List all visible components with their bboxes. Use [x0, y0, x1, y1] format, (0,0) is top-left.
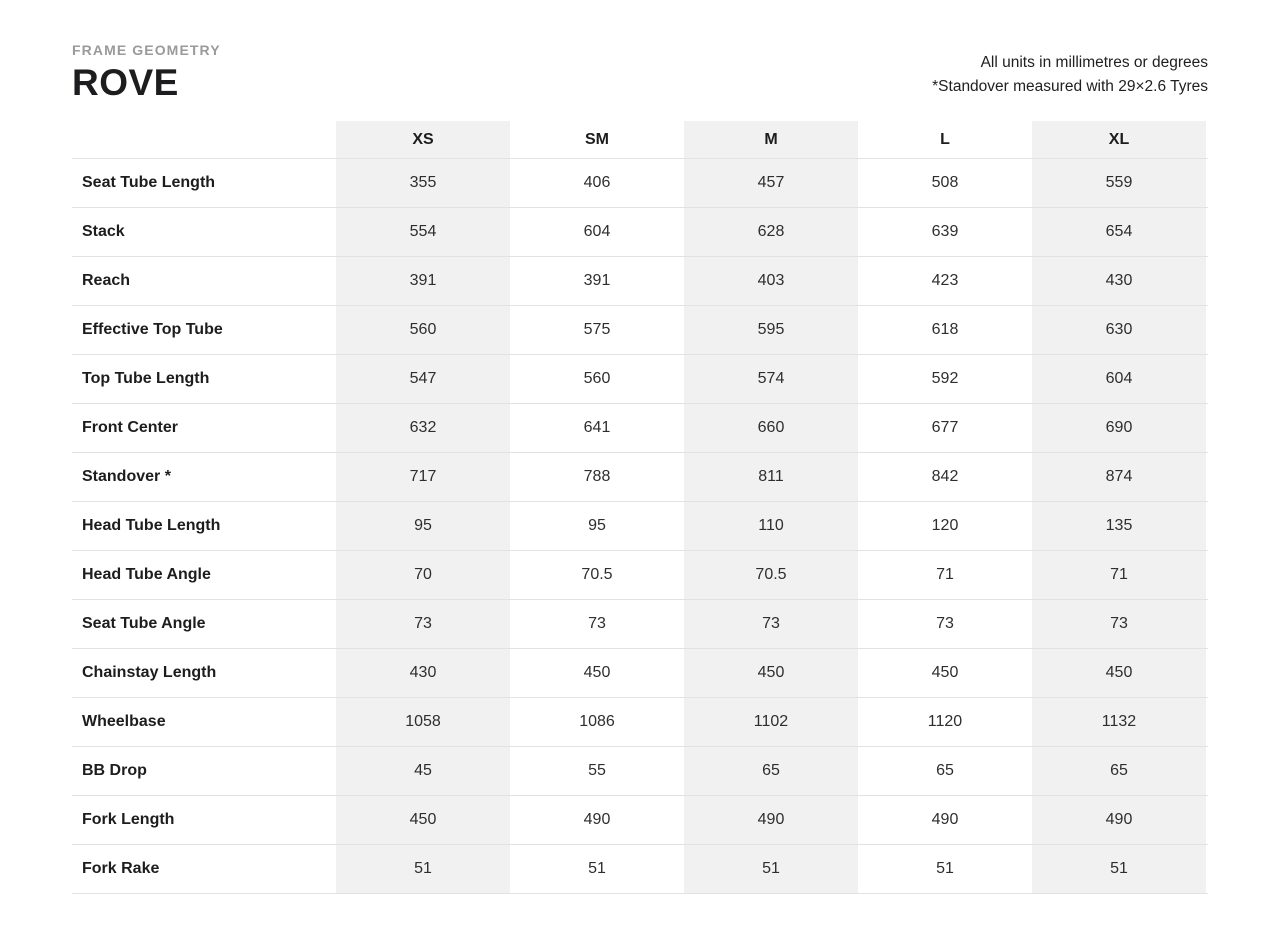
table-header-row [72, 121, 1208, 159]
value-cell: 65 [684, 747, 858, 795]
title-block [72, 42, 221, 103]
value-cell: 490 [1032, 796, 1206, 844]
value-cell: 595 [684, 306, 858, 354]
value-cell: 1102 [684, 698, 858, 746]
row-label: Front Center [82, 419, 178, 436]
value-cell: 450 [583, 664, 611, 681]
value-cell: 874 [1032, 453, 1206, 501]
value-cell: 71 [936, 566, 954, 583]
geometry-table [72, 121, 1208, 894]
row-label: Seat Tube Length [82, 174, 216, 191]
value-cell: 604 [583, 223, 611, 240]
table-row [72, 796, 1208, 845]
value-cell: 639 [931, 223, 959, 240]
value-cell: 811 [684, 453, 858, 501]
table-row [72, 502, 1208, 551]
value-cell: 71 [1032, 551, 1206, 599]
value-cell: 120 [931, 517, 959, 534]
value-cell: 65 [936, 762, 954, 779]
value-cell: 423 [931, 272, 959, 289]
value-cell: 73 [684, 600, 858, 648]
table-row [72, 747, 1208, 796]
header-spacer-cell [72, 121, 336, 158]
value-cell: 654 [1032, 208, 1206, 256]
table-row [72, 306, 1208, 355]
value-cell: 1086 [579, 713, 615, 730]
value-cell: 560 [583, 370, 611, 387]
table-row [72, 600, 1208, 649]
column-header-m: M [684, 121, 858, 158]
value-cell: 632 [336, 404, 510, 452]
value-cell: 73 [588, 615, 606, 632]
value-cell: 618 [931, 321, 959, 338]
value-cell: 450 [336, 796, 510, 844]
table-row [72, 208, 1208, 257]
table-row [72, 453, 1208, 502]
table-row [72, 257, 1208, 306]
value-cell: 406 [583, 174, 611, 191]
row-label: Chainstay Length [82, 664, 217, 681]
column-header-l: L [940, 130, 950, 148]
units-note-line2: *Standover measured with 29×2.6 Tyres [932, 78, 1208, 95]
value-cell: 457 [684, 159, 858, 207]
value-cell: 51 [1032, 845, 1206, 893]
value-cell: 70 [336, 551, 510, 599]
column-header-xl: XL [1032, 121, 1206, 158]
value-cell: 660 [684, 404, 858, 452]
column-header-sm: SM [585, 130, 609, 148]
value-cell: 490 [684, 796, 858, 844]
value-cell: 842 [931, 468, 959, 485]
row-label: Top Tube Length [82, 370, 210, 387]
value-cell: 110 [684, 502, 858, 550]
value-cell: 391 [583, 272, 611, 289]
table-row [72, 159, 1208, 208]
value-cell: 1132 [1032, 698, 1206, 746]
value-cell: 559 [1032, 159, 1206, 207]
row-label: Head Tube Angle [82, 566, 211, 583]
value-cell: 51 [684, 845, 858, 893]
value-cell: 547 [336, 355, 510, 403]
value-cell: 95 [336, 502, 510, 550]
value-cell: 788 [583, 468, 611, 485]
value-cell: 604 [1032, 355, 1206, 403]
table-row [72, 845, 1208, 894]
row-label: Effective Top Tube [82, 321, 223, 338]
table-row [72, 551, 1208, 600]
table-row [72, 649, 1208, 698]
value-cell: 450 [1032, 649, 1206, 697]
value-cell: 73 [1032, 600, 1206, 648]
table-row [72, 404, 1208, 453]
value-cell: 51 [588, 860, 606, 877]
value-cell: 95 [588, 517, 606, 534]
value-cell: 391 [336, 257, 510, 305]
value-cell: 355 [336, 159, 510, 207]
section-eyebrow: FRAME GEOMETRY [72, 42, 221, 58]
page-header [72, 42, 1208, 103]
value-cell: 450 [931, 664, 959, 681]
units-note-line1: All units in millimetres or degrees [980, 54, 1208, 71]
value-cell: 592 [931, 370, 959, 387]
value-cell: 717 [336, 453, 510, 501]
table-row [72, 698, 1208, 747]
row-label: Wheelbase [82, 713, 166, 730]
value-cell: 508 [931, 174, 959, 191]
value-cell: 51 [936, 860, 954, 877]
row-label: Seat Tube Angle [82, 615, 206, 632]
value-cell: 70.5 [581, 566, 613, 583]
value-cell: 554 [336, 208, 510, 256]
value-cell: 51 [336, 845, 510, 893]
column-header-xs: XS [336, 121, 510, 158]
value-cell: 575 [583, 321, 611, 338]
value-cell: 1058 [336, 698, 510, 746]
value-cell: 490 [931, 811, 959, 828]
value-cell: 430 [336, 649, 510, 697]
value-cell: 677 [931, 419, 959, 436]
value-cell: 73 [336, 600, 510, 648]
value-cell: 73 [936, 615, 954, 632]
value-cell: 628 [684, 208, 858, 256]
value-cell: 45 [336, 747, 510, 795]
row-label: BB Drop [82, 762, 147, 779]
units-notes [932, 42, 1208, 99]
table-row [72, 355, 1208, 404]
value-cell: 1120 [927, 713, 963, 730]
value-cell: 450 [684, 649, 858, 697]
value-cell: 641 [583, 419, 611, 436]
value-cell: 55 [588, 762, 606, 779]
page-title: ROVE [72, 62, 179, 103]
row-label: Head Tube Length [82, 517, 221, 534]
value-cell: 560 [336, 306, 510, 354]
row-label: Standover * [82, 468, 171, 485]
value-cell: 135 [1032, 502, 1206, 550]
row-label: Fork Rake [82, 860, 160, 877]
value-cell: 70.5 [684, 551, 858, 599]
row-label: Fork Length [82, 811, 175, 828]
row-label: Stack [82, 223, 125, 240]
value-cell: 490 [583, 811, 611, 828]
value-cell: 65 [1032, 747, 1206, 795]
value-cell: 630 [1032, 306, 1206, 354]
value-cell: 574 [684, 355, 858, 403]
value-cell: 403 [684, 257, 858, 305]
value-cell: 430 [1032, 257, 1206, 305]
value-cell: 690 [1032, 404, 1206, 452]
row-label: Reach [82, 272, 131, 289]
